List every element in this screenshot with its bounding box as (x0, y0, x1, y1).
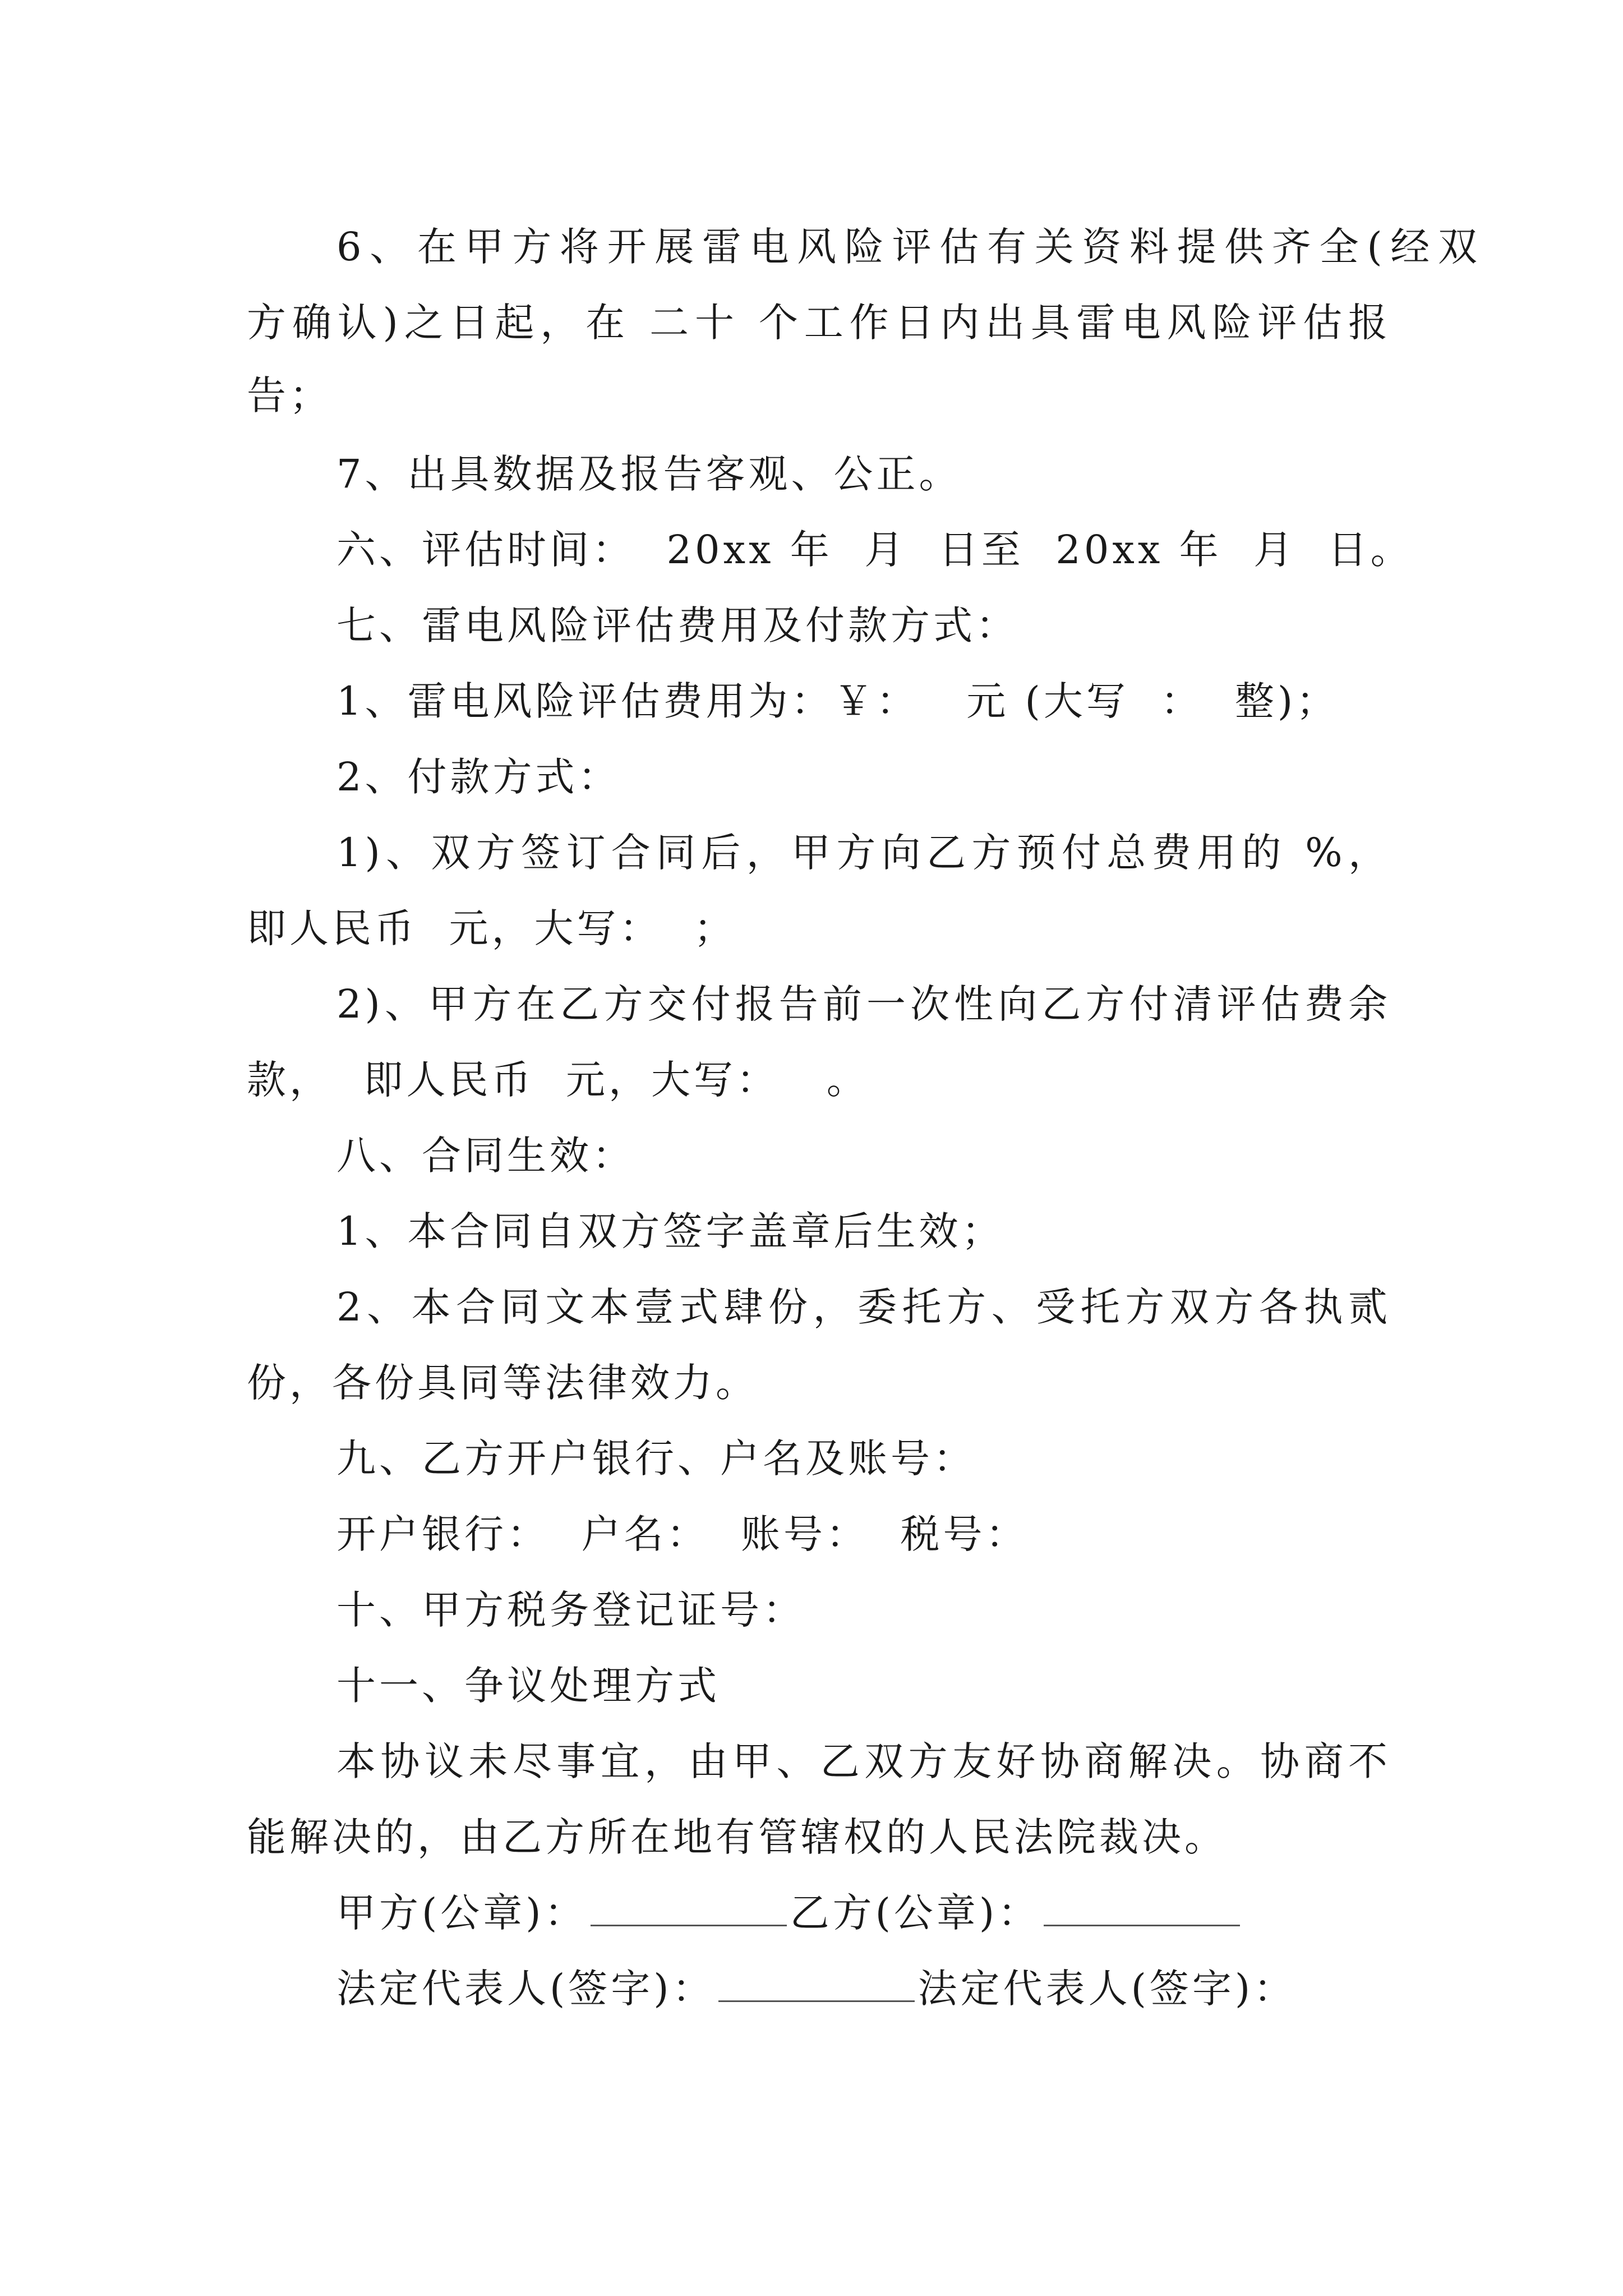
section-heading: 九、乙方开户银行、户名及账号： (336, 1435, 976, 1481)
paragraph-line: 2)、甲方在乙方交付报告前一次性向乙方付清评估费余 (336, 981, 1391, 1027)
paragraph-line: 六、评估时间： 20xx 年 月 日至 20xx 年 月 日。 (336, 527, 1413, 573)
paragraph-line: 份，各份具同等法律效力。 (247, 1360, 758, 1406)
paragraph-line: 本协议未尽事宜，由甲、乙双方友好协商解决。协商不 (336, 1738, 1391, 1784)
signature-row-seal (336, 1885, 1243, 1941)
paragraph-line: 1)、双方签订合同后，甲方向乙方预付总费用的 %， (336, 830, 1391, 876)
party-b-seal-blank (1044, 1893, 1240, 1926)
party-a-seal-blank (591, 1893, 787, 1926)
paragraph-line: 2、付款方式： (336, 754, 621, 800)
section-heading: 八、合同生效： (336, 1133, 635, 1179)
party-a-rep-blank (718, 1969, 915, 2002)
signature-row-rep (336, 1961, 1296, 2017)
section-heading: 十一、争议处理方式 (336, 1663, 720, 1709)
paragraph-line: 6、在甲方将开展雷电风险评估有关资料提供齐全(经双 (336, 224, 1481, 270)
paragraph-line: 方确认)之日起，在 二十 个工作日内出具雷电风险评估报 (247, 300, 1391, 346)
section-heading: 七、雷电风险评估费用及付款方式： (336, 602, 1018, 648)
paragraph-line: 1、雷电风险评估费用为：￥： 元 (大写 ： 整)； (336, 678, 1339, 724)
paragraph-line: 7、出具数据及报告客观、公正。 (336, 451, 962, 497)
paragraph-line: 能解决的，由乙方所在地有管辖权的人民法院裁决。 (247, 1814, 1227, 1860)
paragraph-line: 1、本合同自双方签字盖章后生效； (336, 1208, 1004, 1254)
party-a-rep-label: 法定代表人(签字)： (336, 1966, 715, 2012)
paragraph-line: 告； (247, 372, 332, 418)
paragraph-line: 款， 即人民币 元，大写： 。 (247, 1057, 869, 1103)
party-b-rep-label: 法定代表人(签字)： (917, 1966, 1297, 2012)
paragraph-line: 开户银行： 户名： 账号： 税号： (336, 1511, 1029, 1557)
paragraph-line: 2、本合同文本壹式肆份，委托方、受托方双方各执贰 (336, 1284, 1391, 1330)
party-b-seal-label: 乙方(公章)： (790, 1890, 1041, 1936)
party-a-seal-label: 甲方(公章)： (336, 1890, 587, 1936)
paragraph-line: 即人民币 元，大写： ； (247, 905, 737, 951)
section-heading: 十、甲方税务登记证号： (336, 1587, 805, 1633)
